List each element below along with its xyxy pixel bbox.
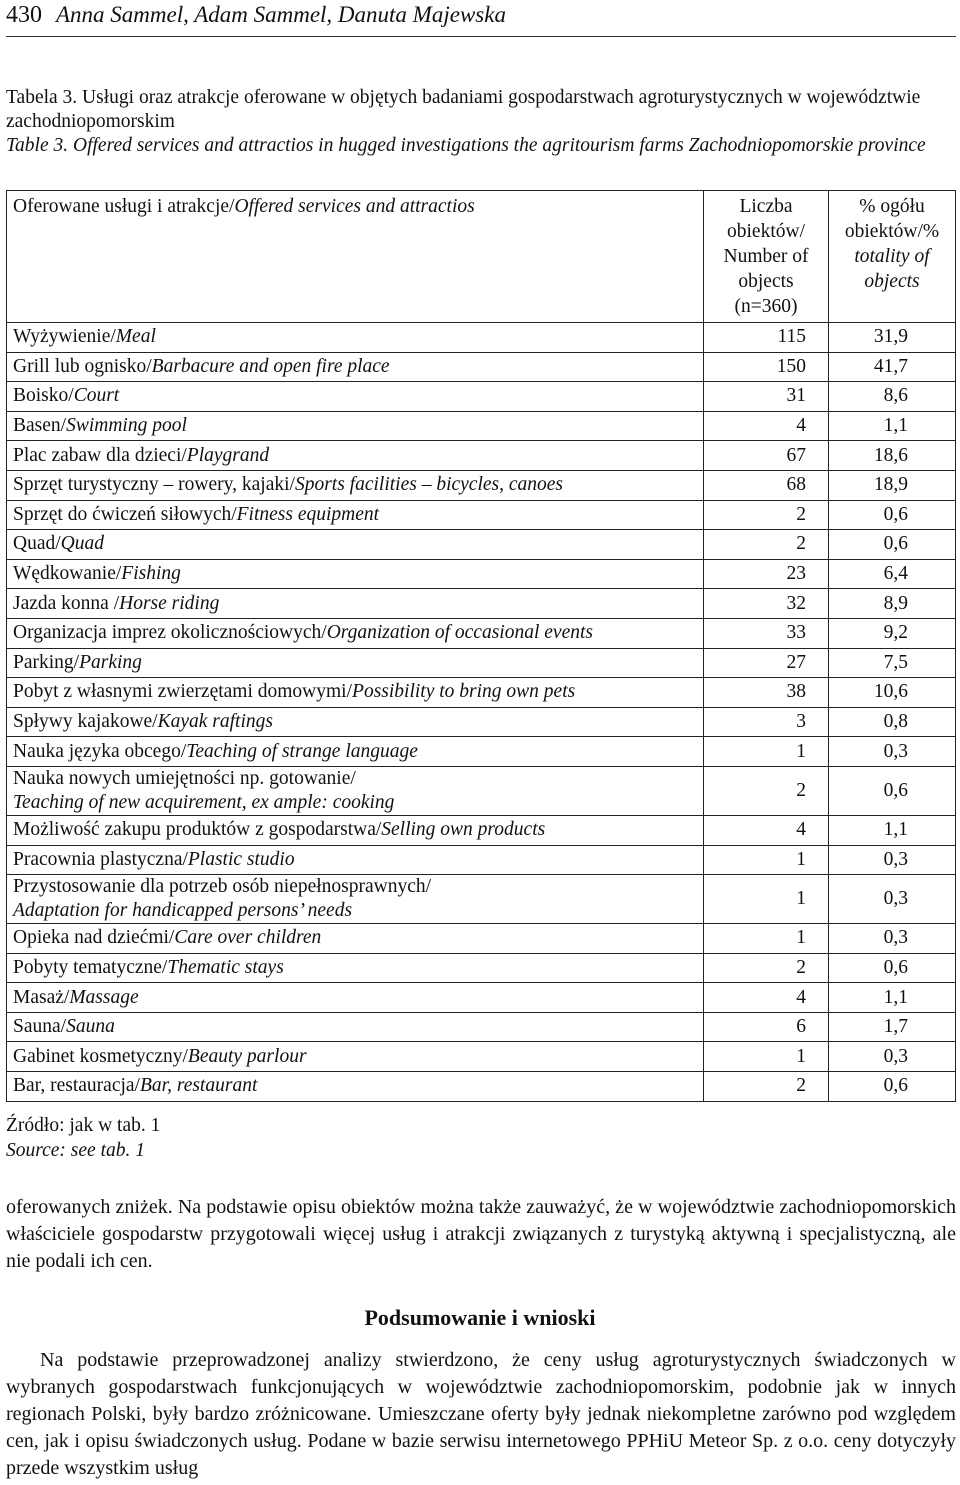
service-cell: [7, 589, 704, 619]
count-cell: 1: [704, 1042, 829, 1072]
percent-cell: 0,8: [829, 707, 956, 737]
service-cell: [7, 559, 704, 589]
service-name-en: Care over children: [174, 927, 322, 949]
percent-cell: 1,1: [829, 983, 956, 1013]
body-paragraph-2: Na podstawie przeprowadzonej analizy stwierdzono, że ceny usług agroturystycznych świadczonych w wybranych gospodarstwach funkcjonujących w województwie zachodniopomorskim, podobnie jak w innych regionach Polski, były bardzo zróżnicowane. Umieszczane oferty były jednak niekompletne zarówno pod względem cen, jak i opisu świadczonych usług. Podane w bazie serwisu internetowego PPHiU Meteor Sp. z o.o. ceny dotyczyły przede wszystkim usług: [6, 1349, 956, 1479]
table-row: [7, 845, 956, 875]
page-number: 430: [6, 2, 42, 28]
table-row: [7, 924, 956, 954]
service-cell: [7, 411, 704, 441]
percent-cell: 1,1: [829, 815, 956, 845]
service-name-pl: Jazda konna /: [13, 592, 120, 614]
percent-cell: 1,7: [829, 1012, 956, 1042]
table-row: [7, 382, 956, 412]
count-cell: 32: [704, 589, 829, 619]
service-name-en: Possibility to bring own pets: [352, 681, 576, 703]
percent-cell: 0,6: [829, 530, 956, 560]
service-name-pl: Przystosowanie dla potrzeb osób niepełnosprawnych/: [13, 876, 432, 898]
service-name-pl: Sauna/: [13, 1016, 67, 1038]
service-name-en: Sauna: [66, 1016, 115, 1038]
service-name-pl: Bar, restauracja/: [13, 1075, 140, 1097]
table-row: [7, 815, 956, 845]
service-name-pl: Plac zabaw dla dzieci/: [13, 444, 187, 466]
header-count-line: Number of: [723, 246, 809, 267]
count-cell: 3: [704, 707, 829, 737]
percent-cell: 1,1: [829, 411, 956, 441]
service-name-en: Barbacure and open fire place: [151, 355, 390, 377]
service-name-pl: Organizacja imprez okolicznościowych/: [13, 622, 327, 644]
header-percent-line: obiektów/%: [844, 221, 940, 242]
service-name-en: Adaptation for handicapped persons’ needs: [13, 900, 353, 922]
count-cell: 23: [704, 559, 829, 589]
table-row: [7, 441, 956, 471]
table-header-row: [7, 191, 956, 323]
count-cell: 1: [704, 845, 829, 875]
table-row: [7, 589, 956, 619]
service-name-pl: Quad/: [13, 533, 61, 555]
count-cell: 1: [704, 924, 829, 954]
service-cell: [7, 323, 704, 353]
count-cell: 68: [704, 470, 829, 500]
table-row: [7, 1042, 956, 1072]
percent-cell: 0,3: [829, 1042, 956, 1072]
service-name-en: Massage: [69, 986, 139, 1008]
count-cell: 150: [704, 352, 829, 382]
table-row: [7, 678, 956, 708]
service-name-pl: Nauka języka obcego/: [13, 740, 187, 762]
header-percent-line: totality of: [854, 246, 930, 267]
service-name-pl: Wyżywienie/: [13, 326, 116, 348]
count-cell: 33: [704, 618, 829, 648]
service-name-pl: Sprzęt do ćwiczeń siłowych/: [13, 503, 237, 525]
service-name-en: Bar, restaurant: [139, 1075, 258, 1097]
table-row: [7, 323, 956, 353]
service-cell: [7, 1012, 704, 1042]
count-cell: 2: [704, 1072, 829, 1102]
table-caption-pl: Tabela 3. Usługi oraz atrakcje oferowane w objętych badaniami gospodarstwach agroturystycznych w województwie zachodniopomorskim: [6, 87, 921, 132]
body-paragraph-1: oferowanych zniżek. Na podstawie opisu obiektów można także zauważyć, że w województwie zachodniopomorskich właściciele gospodarstw przygotowali więcej usług i atrakcji związanych z turystyką aktywną i specjalistyczną, ale nie podali ich cen.: [6, 1196, 956, 1272]
service-cell: [7, 766, 704, 815]
header-percent: [829, 191, 956, 323]
service-cell: [7, 875, 704, 924]
table-row: [7, 875, 956, 924]
service-cell: [7, 530, 704, 560]
percent-cell: 41,7: [829, 352, 956, 382]
count-cell: 31: [704, 382, 829, 412]
count-cell: 1: [704, 737, 829, 767]
header-count-line: (n=360): [734, 296, 798, 317]
services-table: [6, 190, 956, 1102]
table-caption: [6, 86, 956, 158]
service-name-pl: Wędkowanie/: [13, 563, 122, 585]
service-name-pl: Nauka nowych umiejętności np. gotowanie/: [13, 767, 356, 789]
header-count-line: Liczba: [739, 196, 793, 217]
service-name-en: Thematic stays: [167, 956, 284, 978]
percent-cell: 0,6: [829, 500, 956, 530]
service-name-en: Teaching of new acquirement, ex ample: cooking: [13, 791, 395, 813]
count-cell: 2: [704, 953, 829, 983]
count-cell: 2: [704, 500, 829, 530]
service-name-en: Parking: [79, 651, 142, 673]
service-name-en: Fishing: [121, 563, 181, 585]
service-name-en: Court: [73, 385, 120, 407]
service-cell: [7, 500, 704, 530]
table-row: [7, 766, 956, 815]
service-cell: [7, 1042, 704, 1072]
table-row: [7, 1072, 956, 1102]
header-count-line: obiektów/: [727, 221, 805, 242]
count-cell: 4: [704, 815, 829, 845]
service-name-en: Organization of occasional events: [326, 622, 593, 644]
count-cell: 67: [704, 441, 829, 471]
table-row: [7, 983, 956, 1013]
percent-cell: 0,3: [829, 845, 956, 875]
table-row: [7, 953, 956, 983]
percent-cell: 6,4: [829, 559, 956, 589]
service-name-en: Fitness equipment: [236, 503, 380, 525]
service-cell: [7, 352, 704, 382]
service-name-pl: Boisko/: [13, 385, 74, 407]
service-name-pl: Gabinet kosmetyczny/: [13, 1045, 188, 1067]
running-header: [6, 0, 956, 37]
table-row: [7, 352, 956, 382]
header-count-line: objects: [738, 271, 794, 292]
percent-cell: 8,6: [829, 382, 956, 412]
service-name-pl: Basen/: [13, 415, 67, 437]
table-row: [7, 1012, 956, 1042]
service-cell: [7, 648, 704, 678]
service-cell: [7, 983, 704, 1013]
service-cell: [7, 678, 704, 708]
source-en: Source: see tab. 1: [6, 1140, 145, 1161]
count-cell: 4: [704, 983, 829, 1013]
header-services-pl: Oferowane usługi i atrakcje/: [13, 196, 235, 217]
table-body: [7, 323, 956, 1102]
service-cell: [7, 924, 704, 954]
header-count: [704, 191, 829, 323]
service-name-pl: Parking/: [13, 651, 80, 673]
percent-cell: 7,5: [829, 648, 956, 678]
service-name-pl: Pobyty tematyczne/: [13, 956, 168, 978]
service-cell: [7, 953, 704, 983]
count-cell: 115: [704, 323, 829, 353]
table-row: [7, 648, 956, 678]
table-row: [7, 500, 956, 530]
count-cell: 6: [704, 1012, 829, 1042]
header-services: [7, 191, 704, 323]
service-name-en: Selling own products: [381, 819, 546, 841]
service-name-en: Plastic studio: [187, 848, 295, 870]
service-cell: [7, 815, 704, 845]
table-row: [7, 707, 956, 737]
service-name-pl: Pracownia plastyczna/: [13, 848, 188, 870]
percent-cell: 10,6: [829, 678, 956, 708]
percent-cell: 31,9: [829, 323, 956, 353]
table-row: [7, 737, 956, 767]
percent-cell: 0,6: [829, 766, 956, 815]
table-row: [7, 530, 956, 560]
service-name-pl: Sprzęt turystyczny – rowery, kajaki/: [13, 474, 295, 496]
header-services-en: Offered services and attractios: [234, 196, 475, 217]
header-percent-line: objects: [864, 271, 920, 292]
service-cell: [7, 441, 704, 471]
count-cell: 38: [704, 678, 829, 708]
header-percent-line: % ogółu: [859, 196, 925, 217]
service-name-pl: Grill lub ognisko/: [13, 355, 152, 377]
service-name-en: Quad: [60, 533, 104, 555]
count-cell: 2: [704, 530, 829, 560]
service-name-pl: Pobyt z własnymi zwierzętami domowymi/: [13, 681, 353, 703]
percent-cell: 0,3: [829, 875, 956, 924]
running-header-authors: Anna Sammel, Adam Sammel, Danuta Majewska: [56, 2, 506, 27]
service-cell: [7, 845, 704, 875]
percent-cell: 0,6: [829, 953, 956, 983]
service-cell: [7, 470, 704, 500]
service-name-en: Kayak raftings: [157, 711, 273, 733]
service-name-pl: Masaż/: [13, 986, 70, 1008]
service-name-en: Meal: [115, 326, 156, 348]
table-row: [7, 411, 956, 441]
service-cell: [7, 1072, 704, 1102]
service-name-en: Horse riding: [119, 592, 220, 614]
count-cell: 27: [704, 648, 829, 678]
percent-cell: 18,6: [829, 441, 956, 471]
percent-cell: 18,9: [829, 470, 956, 500]
service-cell: [7, 382, 704, 412]
service-name-en: Teaching of strange language: [186, 740, 418, 762]
service-name-pl: Spływy kajakowe/: [13, 711, 158, 733]
percent-cell: 9,2: [829, 618, 956, 648]
service-name-en: Sports facilities – bicycles, canoes: [294, 474, 564, 496]
count-cell: 1: [704, 875, 829, 924]
service-name-en: Beauty parlour: [187, 1045, 307, 1067]
table-row: [7, 618, 956, 648]
table-row: [7, 470, 956, 500]
service-cell: [7, 618, 704, 648]
service-name-pl: Możliwość zakupu produktów z gospodarstwa/: [13, 819, 382, 841]
count-cell: 2: [704, 766, 829, 815]
table-row: [7, 559, 956, 589]
count-cell: 4: [704, 411, 829, 441]
service-cell: [7, 737, 704, 767]
table-source: [6, 1113, 906, 1163]
source-pl: Źródło: jak w tab. 1: [6, 1115, 161, 1136]
percent-cell: 0,3: [829, 924, 956, 954]
service-cell: [7, 707, 704, 737]
percent-cell: 0,6: [829, 1072, 956, 1102]
service-name-en: Swimming pool: [66, 415, 187, 437]
service-name-pl: Opieka nad dziećmi/: [13, 927, 175, 949]
service-name-en: Playgrand: [186, 444, 270, 466]
percent-cell: 8,9: [829, 589, 956, 619]
table-caption-en: Table 3. Offered services and attractios in hugged investigations the agritourism farms Zachodniopomorskie province: [6, 135, 926, 156]
percent-cell: 0,3: [829, 737, 956, 767]
section-heading: Podsumowanie i wnioski: [364, 1305, 596, 1330]
